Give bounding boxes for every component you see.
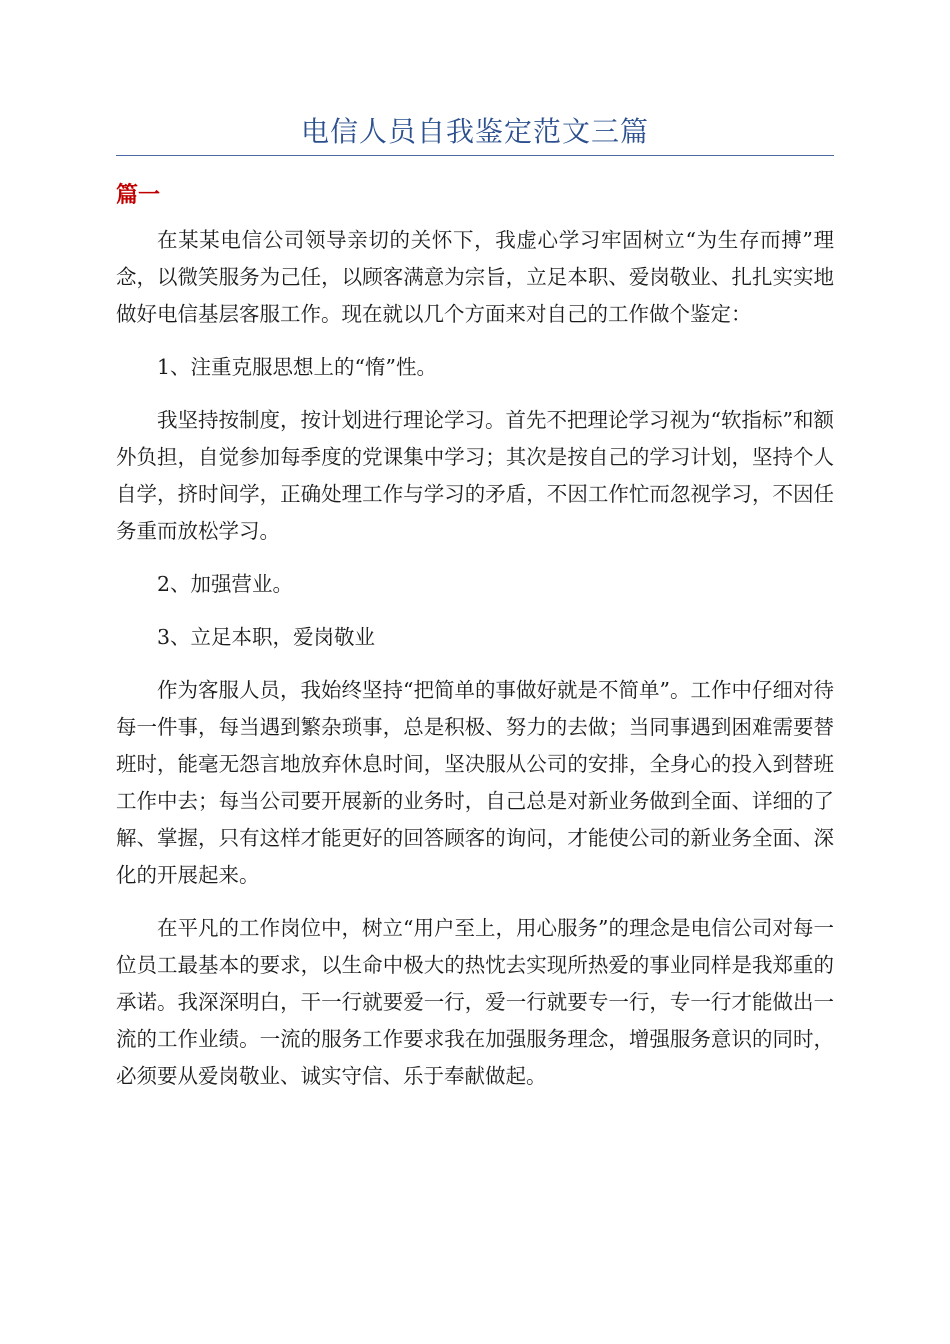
document-title: 电信人员自我鉴定范文三篇 (300, 115, 649, 148)
paragraph: 1、注重克服思想上的“惰”性。 (157, 355, 438, 379)
paragraph: 作为客服人员，我始终坚持“把简单的事做好就是不简单”。工作中仔细对待每一件事，每当遇到繁杂琐事，总是积极、努力的去做；当同事遇到困难需要替班时，能毫无怨言地放弃休息时间，坚决服从公司的安排，全身心的投入到替班工作中去；每当公司要开展新的业务时，自己总是对新业务做到全面、详细的了解、掌握，只有这样才能更好的回答顾客的询问，才能使公司的新业务全面、深化的开展起来。 (116, 678, 834, 887)
paragraph: 3、立足本职，爱岗敬业 (157, 625, 376, 649)
paragraph: 我坚持按制度，按计划进行理论学习。首先不把理论学习视为“软指标”和额外负担，自觉参加每季度的党课集中学习；其次是按自己的学习计划，坚持个人自学，挤时间学，正确处理工作与学习的矛盾，不因工作忙而忽视学习，不因任务重而放松学习。 (116, 408, 834, 543)
paragraph: 2、加强营业。 (157, 572, 294, 596)
section-heading: 篇一 (116, 182, 161, 208)
title-divider (116, 155, 834, 156)
document-body (116, 222, 834, 1111)
paragraph: 在某某电信公司领导亲切的关怀下，我虚心学习牢固树立“为生存而搏”理念，以微笑服务为己任，以顾客满意为宗旨，立足本职、爱岗敬业、扎扎实实地做好电信基层客服工作。现在就以几个方面来对自己的工作做个鉴定： (116, 228, 834, 326)
paragraph: 在平凡的工作岗位中，树立“用户至上，用心服务”的理念是电信公司对每一位员工最基本的要求，以生命中极大的热忱去实现所热爱的事业同样是我郑重的承诺。我深深明白，干一行就要爱一行，爱一行就要专一行，专一行才能做出一流的工作业绩。一流的服务工作要求我在加强服务理念，增强服务意识的同时，必须要从爱岗敬业、诚实守信、乐于奉献做起。 (116, 916, 834, 1088)
